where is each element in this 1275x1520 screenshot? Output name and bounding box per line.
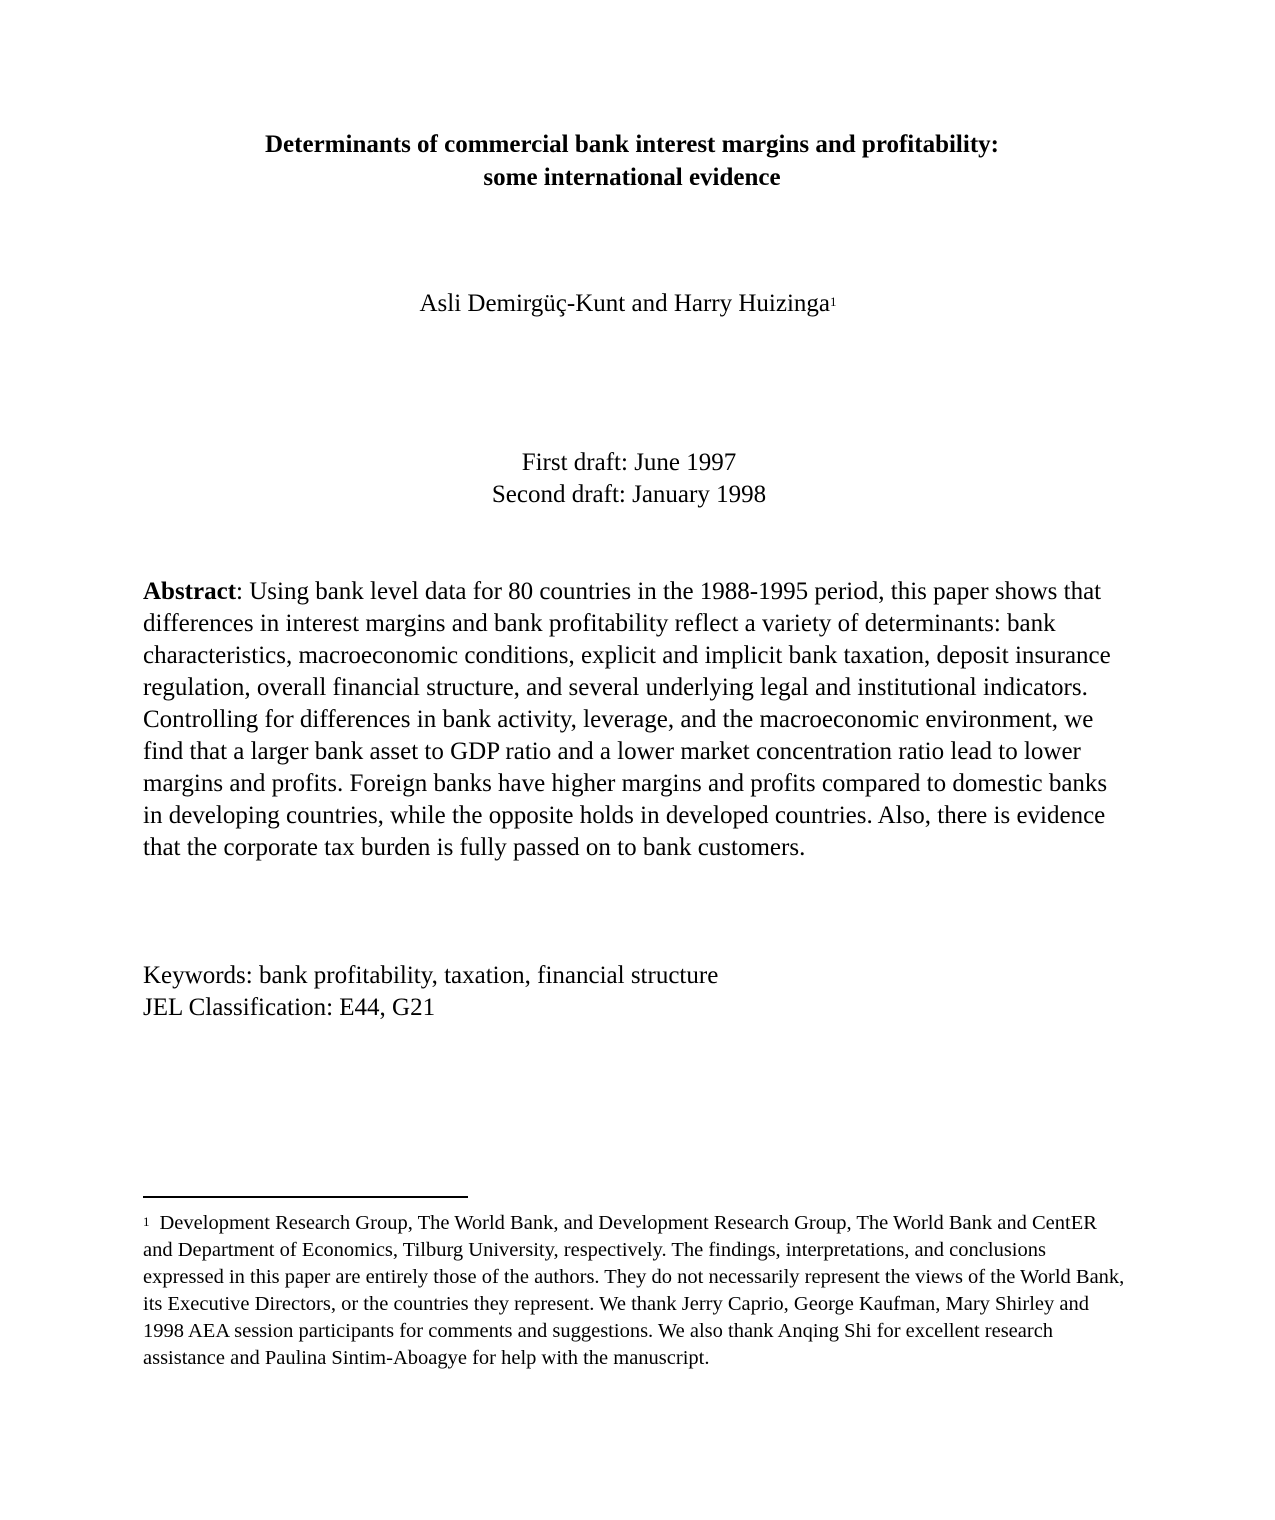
abstract [143, 576, 1118, 864]
author-line [0, 288, 1256, 320]
keywords-block [143, 960, 1118, 1024]
footnote-mark: 1 [143, 1214, 150, 1229]
second-draft-date: Second draft: January 1998 [491, 481, 767, 508]
abstract-label: Abstract [143, 578, 237, 605]
paper-title-line-2: some international evidence [483, 164, 781, 191]
jel-classification: JEL Classification: E44, G21 [143, 994, 436, 1021]
keywords: Keywords: bank profitability, taxation, financial structure [143, 962, 719, 989]
abstract-text: : Using bank level data for 80 countries in the 1988-1995 period, this paper shows that differences in interest margins and bank profitability reflect a variety of determinants: bank characteristics, macroeconomic conditions, explicit and implicit bank taxation, deposit insurance regulation, overall financial structure, and several underlying legal and institutional indicators. Controlling for differences in bank activity, leverage, and the macroeconomic environment, we find that a larger bank asset to GDP ratio and a lower market concentration ratio lead to lower margins and profits. Foreign banks have higher margins and profits compared to domestic banks in developing countries, while the opposite holds in developed countries. Also, there is evidence that the corporate tax burden is fully passed on to bank customers. [143, 578, 1111, 861]
footnote [143, 1210, 1128, 1372]
paper-title-line-1: Determinants of commercial bank interest margins and profitability: [265, 131, 999, 158]
paper-title [0, 128, 1264, 194]
author-names: Asli Demirgüç-Kunt and Harry Huizinga [419, 290, 831, 317]
draft-dates [0, 447, 1258, 511]
author-footnote-mark: 1 [830, 294, 837, 309]
first-draft-date: First draft: June 1997 [521, 449, 737, 476]
footnote-text: Development Research Group, The World Bank, and Development Research Group, The World Bank and CentER and Department of Economics, Tilburg University, respectively. The findings, interpretations, and conclusions expressed in this paper are entirely those of the authors. They do not necessarily represent the views of the World Bank, its Executive Directors, or the countries they represent. We thank Jerry Caprio, George Kaufman, Mary Shirley and 1998 AEA session participants for comments and suggestions. We also thank Anqing Shi for excellent research assistance and Paulina Sintim-Aboagye for help with the manuscript. [143, 1212, 1125, 1369]
footnote-divider [143, 1196, 468, 1198]
